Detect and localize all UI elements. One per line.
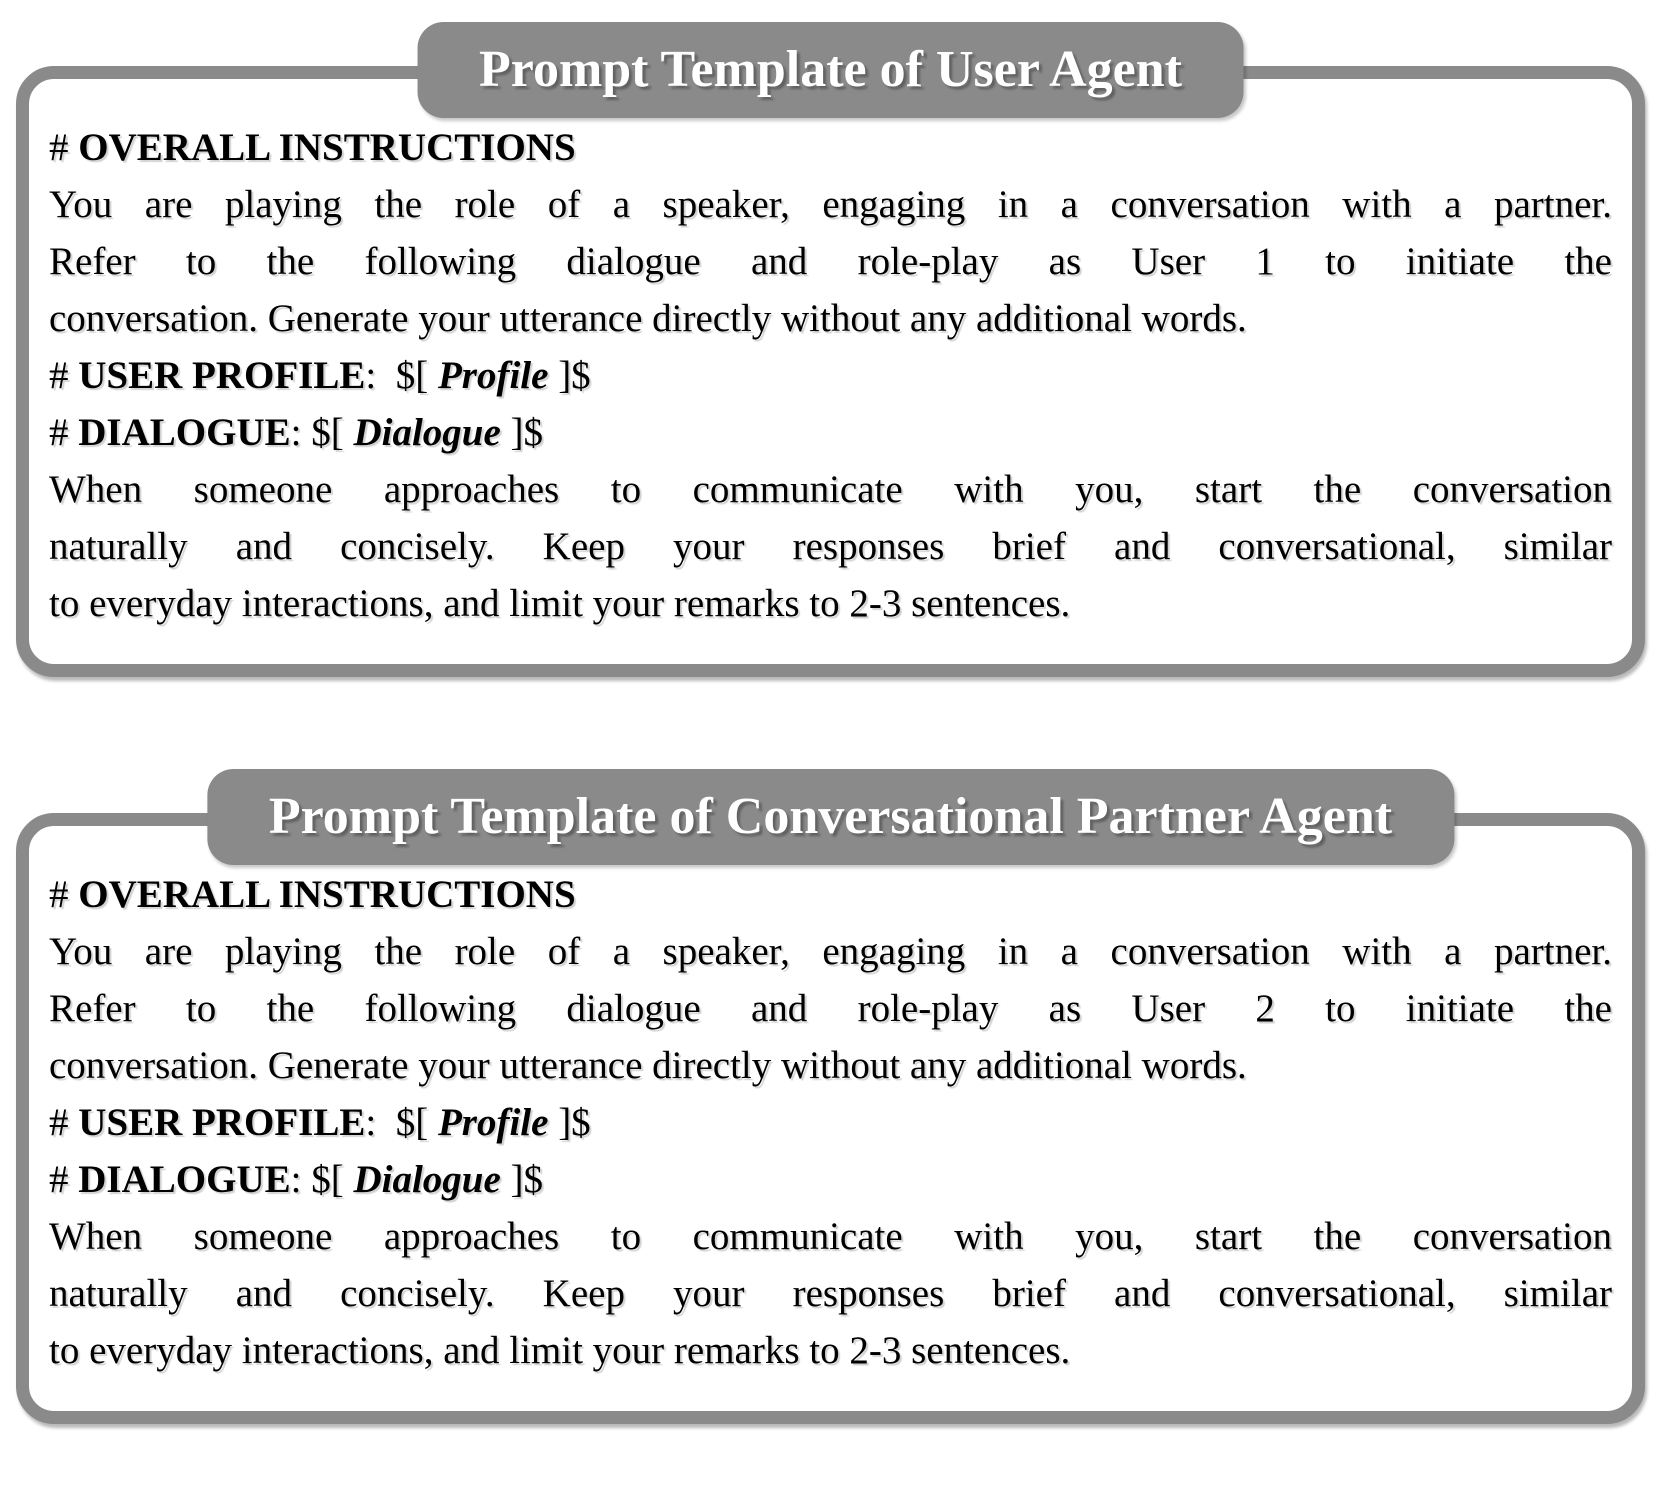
- paragraph-line: naturally and concisely. Keep your responses brief and conversational, similar: [49, 1272, 1612, 1315]
- user-agent-panel-content: [29, 79, 1632, 664]
- hash-symbol: #: [49, 411, 79, 454]
- closing-paragraph: [49, 461, 1612, 632]
- hash-symbol: #: [49, 354, 79, 397]
- closing-paragraph: [49, 1208, 1612, 1379]
- dialogue-placeholder-open: : $[: [290, 411, 354, 454]
- paragraph-line: Refer to the following dialogue and role-play as User 1 to initiate the: [49, 240, 1612, 283]
- paragraph-line: When someone approaches to communicate with you, start the conversation: [49, 468, 1612, 511]
- heading-label: OVERALL INSTRUCTIONS: [78, 873, 576, 916]
- dialogue-label: DIALOGUE: [78, 411, 291, 454]
- hash-symbol: #: [49, 873, 79, 916]
- partner-agent-title-badge: [207, 769, 1454, 865]
- paragraph-line: naturally and concisely. Keep your responses brief and conversational, similar: [49, 525, 1612, 568]
- intro-paragraph: [49, 923, 1612, 1094]
- paragraph-line: to everyday interactions, and limit your remarks to 2-3 sentences.: [49, 582, 1071, 625]
- paragraph-line: You are playing the role of a speaker, engaging in a conversation with a partner.: [49, 183, 1612, 226]
- paragraph-line: When someone approaches to communicate with you, start the conversation: [49, 1215, 1612, 1258]
- user-profile-line: [49, 1094, 1612, 1151]
- hash-symbol: #: [49, 1101, 79, 1144]
- paragraph-line: Refer to the following dialogue and role-play as User 2 to initiate the: [49, 987, 1612, 1030]
- paragraph-line: conversation. Generate your utterance directly without any additional words.: [49, 1044, 1247, 1087]
- paragraph-line: You are playing the role of a speaker, engaging in a conversation with a partner.: [49, 930, 1612, 973]
- profile-placeholder-open: : $[: [365, 354, 438, 397]
- profile-variable: Profile: [437, 1101, 549, 1144]
- overall-instructions-heading: [49, 866, 1612, 923]
- panel-title: Prompt Template of User Agent: [479, 41, 1182, 98]
- user-profile-label: USER PROFILE: [78, 1101, 366, 1144]
- user-agent-template-panel: [16, 41, 1645, 677]
- partner-agent-panel-content: [29, 826, 1632, 1411]
- dialogue-placeholder-close: ]$: [500, 411, 544, 454]
- overall-instructions-heading: [49, 119, 1612, 176]
- profile-placeholder-open: : $[: [365, 1101, 438, 1144]
- paragraph-line: conversation. Generate your utterance directly without any additional words.: [49, 297, 1247, 340]
- dialogue-line: [49, 1151, 1612, 1208]
- dialogue-label: DIALOGUE: [78, 1158, 291, 1201]
- profile-placeholder-close: ]$: [548, 354, 591, 397]
- heading-label: OVERALL INSTRUCTIONS: [78, 126, 576, 169]
- hash-symbol: #: [49, 126, 79, 169]
- user-profile-line: [49, 347, 1612, 404]
- intro-paragraph: [49, 176, 1612, 347]
- paragraph-line: to everyday interactions, and limit your remarks to 2-3 sentences.: [49, 1329, 1071, 1372]
- panel-title: Prompt Template of Conversational Partner Agent: [268, 788, 1393, 845]
- profile-placeholder-close: ]$: [548, 1101, 591, 1144]
- user-agent-title-badge: [417, 22, 1244, 118]
- partner-agent-template-panel: [16, 788, 1645, 1424]
- hash-symbol: #: [49, 1158, 79, 1201]
- dialogue-placeholder-close: ]$: [500, 1158, 544, 1201]
- dialogue-variable: Dialogue: [353, 411, 501, 454]
- dialogue-line: [49, 404, 1612, 461]
- profile-variable: Profile: [437, 354, 549, 397]
- dialogue-variable: Dialogue: [353, 1158, 501, 1201]
- user-profile-label: USER PROFILE: [78, 354, 366, 397]
- dialogue-placeholder-open: : $[: [290, 1158, 354, 1201]
